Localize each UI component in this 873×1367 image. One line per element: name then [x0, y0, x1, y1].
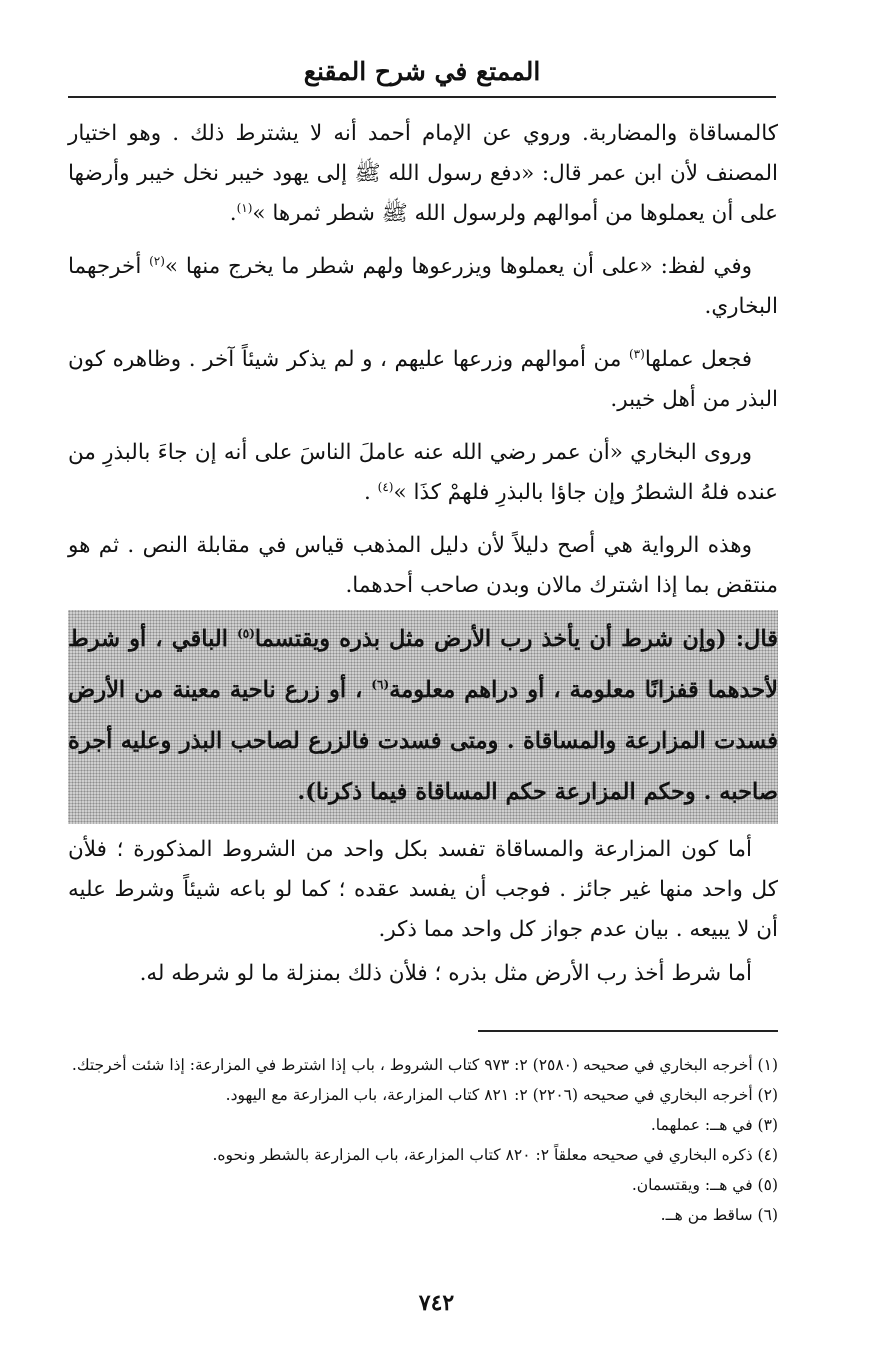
footnote: (٥) في هــ: ويقتسمان. [631, 1176, 778, 1194]
main-text [68, 114, 778, 1007]
paragraph: وهذه الرواية هي أصح دليلاً لأن دليل المذهب قياس في مقابلة النص . ثم هو منتقض بما إذا اشترك مالان وبدن صاحب أحدهما. [68, 533, 778, 598]
paragraph: أما شرط أخذ رب الأرض مثل بذره ؛ فلأن ذلك بمنزلة ما لو شرطه له. [139, 961, 752, 986]
footnote-ref: (١) [236, 200, 253, 215]
footnotes [68, 1050, 778, 1230]
footnote-divider [478, 1030, 778, 1032]
footnote-ref: (٢) [149, 253, 165, 268]
footnote-ref: (٤) [377, 479, 394, 494]
footnote-ref: (٥) [237, 626, 255, 641]
running-header [68, 50, 776, 98]
book-title: الممتع في شرح المقنع [303, 57, 541, 86]
paragraph: وروى البخاري «أن عمر رضي الله عنه عاملَ الناسَ على أنه إن جاءَ بالبذرِ من عنده فلهُ الشطرُ وإن جاؤا بالبذرِ فلهمْ كذَا »$^{(٤)}$ . [68, 440, 778, 505]
footnote: (٤) ذكره البخاري في صحيحه معلقاً ٢: ٨٢٠ كتاب المزارعة، باب المزارعة بالشطر ونحوه. [212, 1146, 778, 1164]
paragraph: كالمساقاة والمضاربة. وروي عن الإمام أحمد أنه لا يشترط ذلك . وهو اختيار المصنف لأن ابن عمر قال: «دفع رسول الله ﷺ إلى يهود خيبر نخل خيبر وأرضها على أن يعملوها من أموالهم ولرسول الله ﷺ شطر ثمرها »$^{(١)}$. [68, 121, 778, 226]
paragraph: وفي لفظ: «على أن يعملوها ويزرعوها ولهم شطر ما يخرج منها »$^{(٢)}$ أخرجهما البخاري. [68, 253, 778, 319]
footnote: (٦) ساقط من هــ. [660, 1206, 778, 1224]
footnote-ref: (٣) [628, 346, 645, 361]
page-number: ٧٤٢ [418, 1290, 455, 1316]
footnote: (٣) في هــ: عملهما. [650, 1116, 778, 1134]
matn-highlighted-passage: قال: (وإن شرط أن يأخذ رب الأرض مثل بذره ويقتسما$^{(٥)}$ الباقي ، أو شرط لأحدهما قفزانًا معلومة ، أو دراهم معلومة$^{(٦)}$ ، أو زرع ناحية معينة من الأرض فسدت المزارعة والمساقاة . ومتى فسدت فالزرع لصاحب البذر وعليه أجرة صاحبه . وحكم المزارعة حكم المساقاة فيما ذكرنا). [68, 610, 778, 824]
footnote-ref: (٦) [371, 677, 390, 692]
footnote: (١) أخرجه البخاري في صحيحه (٢٥٨٠) ٢: ٩٧٣ كتاب الشروط ، باب إذا اشترط في المزارعة: إذا شئت أخرجتك. [71, 1056, 778, 1074]
paragraph: أما كون المزارعة والمساقاة تفسد بكل واحد من الشروط المذكورة ؛ فلأن كل واحد منها غير جائز . فوجب أن يفسد عقده ؛ كما لو باعه شيئاً وشرط عليه أن لا يبيعه . بيان عدم جواز كل واحد مما ذكر. [68, 837, 778, 942]
footnote: (٢) أخرجه البخاري في صحيحه (٢٢٠٦) ٢: ٨٢١ كتاب المزارعة، باب المزارعة مع اليهود. [225, 1086, 778, 1104]
paragraph: فجعل عملها$^{(٣)}$ من أموالهم وزرعها عليهم ، و لم يذكر شيئاً آخر . وظاهره كون البذر من أهل خيبر. [68, 346, 778, 412]
